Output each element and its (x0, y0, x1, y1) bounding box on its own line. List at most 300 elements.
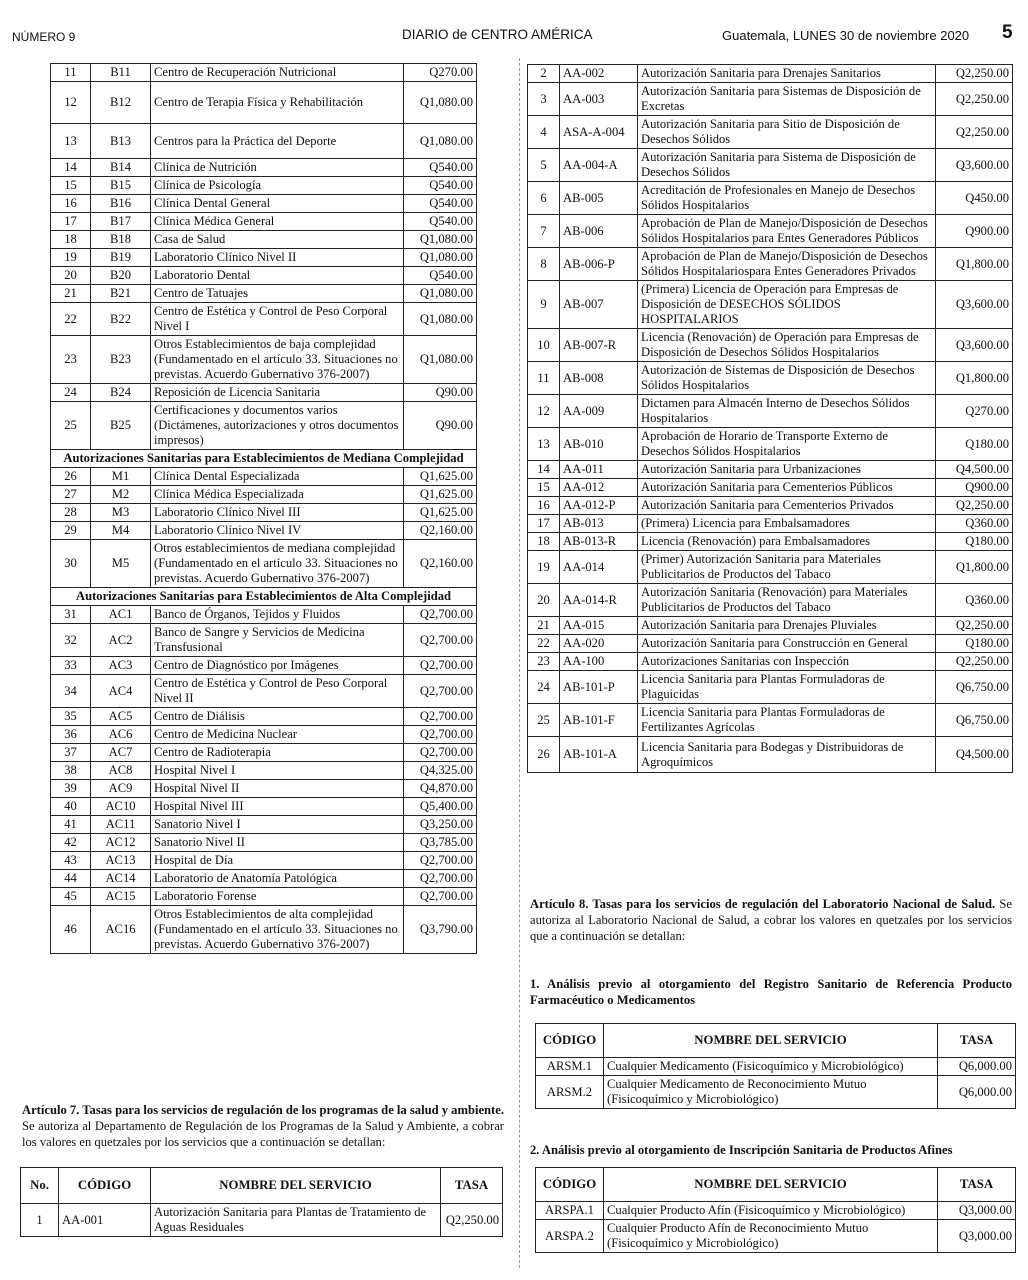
row-code: AB-007-R (560, 329, 638, 362)
row-service: Aprobación de Plan de Manejo/Disposición de Desechos Sólidos Hospitalariospara Entes Generadores Privados (638, 248, 936, 281)
row-code: B16 (91, 195, 151, 213)
row-fee: Q3,600.00 (936, 329, 1013, 362)
row-service: Laboratorio de Anatomía Patológica (151, 870, 404, 888)
row-service: Hospital de Día (151, 852, 404, 870)
table-row (528, 362, 1013, 395)
row-code: AA-004-A (560, 149, 638, 182)
row-service: Acreditación de Profesionales en Manejo de Desechos Sólidos Hospitalarios (638, 182, 936, 215)
row-code: AC7 (91, 744, 151, 762)
row-fee: Q3,790.00 (404, 906, 477, 954)
row-number: 36 (51, 726, 91, 744)
table-row (528, 497, 1013, 515)
row-number: 14 (51, 159, 91, 177)
row-number: 33 (51, 657, 91, 675)
section-heading: Autorizaciones Sanitarias para Establecimientos de Alta Complejidad (51, 588, 477, 606)
issue-number: NÚMERO 9 (12, 30, 76, 44)
row-service: Autorización Sanitaria para Sistema de Disposición de Desechos Sólidos (638, 149, 936, 182)
row-fee: Q2,700.00 (404, 675, 477, 708)
row-fee: Q4,325.00 (404, 762, 477, 780)
row-fee: Q6,750.00 (936, 704, 1013, 737)
section-heading-row (51, 588, 477, 606)
row-fee: Q180.00 (936, 428, 1013, 461)
row-number: 22 (51, 303, 91, 336)
row-fee: Q1,800.00 (936, 362, 1013, 395)
row-code: AC9 (91, 780, 151, 798)
table-row (51, 870, 477, 888)
row-code: B12 (91, 82, 151, 124)
row-number: 26 (51, 468, 91, 486)
row-number: 21 (51, 285, 91, 303)
row-fee: Q2,250.00 (936, 83, 1013, 116)
row-fee: Q180.00 (936, 635, 1013, 653)
row-code: AB-010 (560, 428, 638, 461)
row-fee: Q1,080.00 (404, 249, 477, 267)
row-service: Clínica de Nutrición (151, 159, 404, 177)
row-fee: Q2,700.00 (404, 870, 477, 888)
row-fee: Q3,000.00 (938, 1202, 1016, 1220)
row-code: AA-015 (560, 617, 638, 635)
article-7-body: Se autoriza al Departamento de Regulación de los Programas de la Salud y Ambiente, a cobrar los valores en quetzales por los servicios que a continuación se detallan: (22, 1119, 504, 1149)
row-service: Hospital Nivel II (151, 780, 404, 798)
row-service: Clínica de Psicología (151, 177, 404, 195)
row-code: AB-013-R (560, 533, 638, 551)
row-fee: Q450.00 (936, 182, 1013, 215)
row-fee: Q1,625.00 (404, 468, 477, 486)
row-service: Centro de Medicina Nuclear (151, 726, 404, 744)
row-fee: Q540.00 (404, 195, 477, 213)
row-code: M2 (91, 486, 151, 504)
row-service: Sanatorio Nivel II (151, 834, 404, 852)
table-row (51, 726, 477, 744)
row-code: AA-002 (560, 65, 638, 83)
table-row (528, 83, 1013, 116)
article-8-table-2 (535, 1167, 1016, 1253)
row-code: AC13 (91, 852, 151, 870)
row-number: 16 (528, 497, 560, 515)
table-row (51, 852, 477, 870)
row-fee: Q3,785.00 (404, 834, 477, 852)
row-fee: Q2,160.00 (404, 540, 477, 588)
row-code: M5 (91, 540, 151, 588)
row-fee: Q2,700.00 (404, 888, 477, 906)
row-service: Reposición de Licencia Sanitaria (151, 384, 404, 402)
row-code: ASA-A-004 (560, 116, 638, 149)
row-fee: Q2,700.00 (404, 624, 477, 657)
row-code: AB-101-P (560, 671, 638, 704)
row-service: Certificaciones y documentos varios (Dictámenes, autorizaciones y otros documentos impresos) (151, 402, 404, 450)
row-code: AB-101-A (560, 737, 638, 773)
row-fee: Q540.00 (404, 159, 477, 177)
table-row (51, 657, 477, 675)
table-row (528, 533, 1013, 551)
row-fee: Q2,700.00 (404, 852, 477, 870)
row-service: Laboratorio Clínico Nivel II (151, 249, 404, 267)
header-codigo: CÓDIGO (59, 1168, 151, 1204)
row-number: 22 (528, 635, 560, 653)
table-row (528, 704, 1013, 737)
row-number: 19 (51, 249, 91, 267)
row-fee: Q3,600.00 (936, 281, 1013, 329)
table-row (51, 213, 477, 231)
row-code: M3 (91, 504, 151, 522)
row-fee: Q2,700.00 (404, 657, 477, 675)
row-fee: Q2,250.00 (936, 116, 1013, 149)
row-code: B22 (91, 303, 151, 336)
row-code: AA-020 (560, 635, 638, 653)
row-service: Cualquier Producto Afín (Fisicoquímico y Microbiológico) (604, 1202, 938, 1220)
table-row (51, 675, 477, 708)
row-code: ARSPA.2 (536, 1220, 604, 1253)
row-code: AB-008 (560, 362, 638, 395)
row-number: 13 (51, 124, 91, 159)
row-number: 17 (51, 213, 91, 231)
row-service: Licencia Sanitaria para Bodegas y Distribuidoras de Agroquímicos (638, 737, 936, 773)
row-code: AC2 (91, 624, 151, 657)
row-service: (Primer) Autorización Sanitaria para Materiales Publicitarios de Productos del Tabaco (638, 551, 936, 584)
table-row (51, 303, 477, 336)
table-row (51, 82, 477, 124)
row-service: Clínica Médica Especializada (151, 486, 404, 504)
row-fee: Q1,080.00 (404, 303, 477, 336)
row-code: B23 (91, 336, 151, 384)
row-service: (Primera) Licencia de Operación para Empresas de Disposición de DESECHOS SÓLIDOS HOSPITALARIOS (638, 281, 936, 329)
row-code: AC14 (91, 870, 151, 888)
row-fee: Q2,250.00 (441, 1204, 503, 1237)
table-row (51, 177, 477, 195)
row-fee: Q2,250.00 (936, 617, 1013, 635)
newspaper-title: DIARIO de CENTRO AMÉRICA (402, 27, 593, 42)
row-code: B25 (91, 402, 151, 450)
table-row (51, 744, 477, 762)
row-service: Laboratorio Forense (151, 888, 404, 906)
table-1-header (536, 1024, 1016, 1058)
row-number: 25 (51, 402, 91, 450)
row-service: Autorización Sanitaria para Cementerios Privados (638, 497, 936, 515)
table-row (51, 384, 477, 402)
row-fee: Q1,080.00 (404, 124, 477, 159)
row-code: AA-100 (560, 653, 638, 671)
table-row (528, 653, 1013, 671)
row-service: Centro de Radioterapia (151, 744, 404, 762)
table-row (51, 336, 477, 384)
row-fee: Q2,250.00 (936, 653, 1013, 671)
row-number: 34 (51, 675, 91, 708)
right-fees-table (527, 64, 1013, 773)
row-code: AC10 (91, 798, 151, 816)
header-tasa: TASA (441, 1168, 503, 1204)
row-code: AA-009 (560, 395, 638, 428)
row-code: AA-011 (560, 461, 638, 479)
row-service: Clínica Dental Especializada (151, 468, 404, 486)
row-service: Autorización Sanitaria para Sitio de Disposición de Desechos Sólidos (638, 116, 936, 149)
row-fee: Q900.00 (936, 479, 1013, 497)
row-code: AC8 (91, 762, 151, 780)
row-number: 12 (51, 82, 91, 124)
row-number: 35 (51, 708, 91, 726)
row-code: AC12 (91, 834, 151, 852)
row-service: Licencia (Renovación) para Embalsamadores (638, 533, 936, 551)
header-tasa: TASA (938, 1024, 1016, 1058)
row-service: Aprobación de Horario de Transporte Externo de Desechos Sólidos Hospitalarios (638, 428, 936, 461)
row-number: 8 (528, 248, 560, 281)
right-fees-body (528, 65, 1013, 773)
row-code: B14 (91, 159, 151, 177)
row-service: Cualquier Medicamento (Fisicoquímico y Microbiológico) (604, 1058, 938, 1076)
row-number: 19 (528, 551, 560, 584)
row-number: 18 (51, 231, 91, 249)
row-fee: Q90.00 (404, 384, 477, 402)
table-row (51, 504, 477, 522)
row-fee: Q3,000.00 (938, 1220, 1016, 1253)
row-number: 18 (528, 533, 560, 551)
row-service: Hospital Nivel I (151, 762, 404, 780)
row-service: Otros Establecimientos de alta complejidad (Fundamentado en el artículo 33. Situaciones no previstas. Acuerdo Gubernativo 376-2007) (151, 906, 404, 954)
row-number: 45 (51, 888, 91, 906)
row-fee: Q1,800.00 (936, 551, 1013, 584)
row-code: B20 (91, 267, 151, 285)
table-row (528, 149, 1013, 182)
row-fee: Q1,625.00 (404, 504, 477, 522)
row-code: AB-006-P (560, 248, 638, 281)
row-code: B15 (91, 177, 151, 195)
header-nombre: NOMBRE DEL SERVICIO (151, 1168, 441, 1204)
table-row (528, 281, 1013, 329)
row-service: Clínica Dental General (151, 195, 404, 213)
row-number: 15 (528, 479, 560, 497)
row-fee: Q1,080.00 (404, 285, 477, 303)
row-service: Aprobación de Plan de Manejo/Disposición de Desechos Sólidos Hospitalarios para Entes Generadores Públicos (638, 215, 936, 248)
row-service: Sanatorio Nivel I (151, 816, 404, 834)
row-service: Autorización Sanitaria para Plantas de Tratamiento de Aguas Residuales (151, 1204, 441, 1237)
row-code: AB-005 (560, 182, 638, 215)
row-service: Dictamen para Almacén Interno de Desechos Sólidos Hospitalarios (638, 395, 936, 428)
row-code: AC16 (91, 906, 151, 954)
row-code: AC3 (91, 657, 151, 675)
row-service: Centro de Recuperación Nutricional (151, 64, 404, 82)
table-row (51, 762, 477, 780)
table-row (51, 402, 477, 450)
row-code: B11 (91, 64, 151, 82)
row-number: 39 (51, 780, 91, 798)
row-number: 11 (528, 362, 560, 395)
table-row (536, 1058, 1016, 1076)
row-fee: Q2,700.00 (404, 726, 477, 744)
table-row (528, 65, 1013, 83)
row-fee: Q3,250.00 (404, 816, 477, 834)
row-number: 41 (51, 816, 91, 834)
row-fee: Q1,080.00 (404, 231, 477, 249)
table-row (528, 329, 1013, 362)
row-code: AA-003 (560, 83, 638, 116)
row-number: 38 (51, 762, 91, 780)
header-codigo: CÓDIGO (536, 1024, 604, 1058)
row-service: Licencia Sanitaria para Plantas Formuladoras de Plaguicidas (638, 671, 936, 704)
row-number: 44 (51, 870, 91, 888)
row-number: 6 (528, 182, 560, 215)
row-number: 13 (528, 428, 560, 461)
row-code: B19 (91, 249, 151, 267)
row-fee: Q4,870.00 (404, 780, 477, 798)
row-code: AB-101-F (560, 704, 638, 737)
table-row (528, 215, 1013, 248)
row-fee: Q270.00 (404, 64, 477, 82)
row-service: (Primera) Licencia para Embalsamadores (638, 515, 936, 533)
row-number: 4 (528, 116, 560, 149)
row-fee: Q3,600.00 (936, 149, 1013, 182)
row-number: 7 (528, 215, 560, 248)
page-number: 5 (1002, 22, 1013, 43)
row-service: Banco de Sangre y Servicios de Medicina Transfusional (151, 624, 404, 657)
table-row (51, 624, 477, 657)
table-row (528, 395, 1013, 428)
row-code: AB-006 (560, 215, 638, 248)
table-row (51, 195, 477, 213)
row-number: 31 (51, 606, 91, 624)
row-fee: Q2,160.00 (404, 522, 477, 540)
row-service: Centro de Estética y Control de Peso Corporal Nivel II (151, 675, 404, 708)
row-number: 24 (528, 671, 560, 704)
row-number: 16 (51, 195, 91, 213)
row-number: 9 (528, 281, 560, 329)
table-row (51, 834, 477, 852)
row-fee: Q90.00 (404, 402, 477, 450)
row-service: Centro de Tatuajes (151, 285, 404, 303)
row-service: Casa de Salud (151, 231, 404, 249)
row-fee: Q6,000.00 (938, 1058, 1016, 1076)
article-7-table (20, 1167, 503, 1237)
table-row (51, 606, 477, 624)
row-fee: Q360.00 (936, 515, 1013, 533)
table-row (51, 522, 477, 540)
row-number: 1 (21, 1204, 59, 1237)
row-service: Banco de Órganos, Tejidos y Fluidos (151, 606, 404, 624)
table-row (528, 617, 1013, 635)
row-code: AA-014-R (560, 584, 638, 617)
table-row (528, 584, 1013, 617)
column-divider (519, 58, 520, 1268)
row-service: Autorización Sanitaria para Urbanizaciones (638, 461, 936, 479)
row-fee: Q1,080.00 (404, 336, 477, 384)
table-row (51, 249, 477, 267)
table-row (51, 124, 477, 159)
table-row (51, 159, 477, 177)
row-code: AA-012-P (560, 497, 638, 515)
row-service: Centro de Terapia Física y Rehabilitación (151, 82, 404, 124)
row-number: 27 (51, 486, 91, 504)
table-row (51, 285, 477, 303)
row-service: Autorización Sanitaria (Renovación) para Materiales Publicitarios de Productos del Tabaco (638, 584, 936, 617)
row-number: 42 (51, 834, 91, 852)
row-fee: Q4,500.00 (936, 461, 1013, 479)
table-row (51, 780, 477, 798)
table-row (528, 737, 1013, 773)
table-row (51, 798, 477, 816)
row-code: B17 (91, 213, 151, 231)
row-code: ARSPA.1 (536, 1202, 604, 1220)
row-service: Autorizaciones Sanitarias con Inspección (638, 653, 936, 671)
table-row (536, 1202, 1016, 1220)
row-service: Autorización Sanitaria para Sistemas de Disposición de Excretas (638, 83, 936, 116)
row-service: Otros establecimientos de mediana complejidad (Fundamentado en el artículo 33. Situaciones no previstas. Acuerdo Gubernativo 376-2007) (151, 540, 404, 588)
row-number: 46 (51, 906, 91, 954)
row-number: 15 (51, 177, 91, 195)
row-code: AA-014 (560, 551, 638, 584)
row-code: AC11 (91, 816, 151, 834)
article-7-paragraph (22, 1102, 504, 1150)
row-number: 21 (528, 617, 560, 635)
row-fee: Q6,000.00 (938, 1076, 1016, 1109)
row-fee: Q5,400.00 (404, 798, 477, 816)
article-8-subsection-2: 2. Análisis previo al otorgamiento de Inscripción Sanitaria de Productos Afines (530, 1143, 953, 1157)
row-fee: Q900.00 (936, 215, 1013, 248)
row-code: AA-012 (560, 479, 638, 497)
row-fee: Q2,700.00 (404, 606, 477, 624)
row-code: M4 (91, 522, 151, 540)
row-code: AC5 (91, 708, 151, 726)
row-fee: Q2,250.00 (936, 497, 1013, 515)
table-row (51, 486, 477, 504)
table-row (51, 540, 477, 588)
row-number: 2 (528, 65, 560, 83)
table-row (536, 1076, 1016, 1109)
row-fee: Q6,750.00 (936, 671, 1013, 704)
row-number: 37 (51, 744, 91, 762)
row-fee: Q540.00 (404, 177, 477, 195)
table-row (51, 468, 477, 486)
row-service: Licencia Sanitaria para Plantas Formuladoras de Fertilizantes Agrícolas (638, 704, 936, 737)
row-code: AB-007 (560, 281, 638, 329)
header-nombre: NOMBRE DEL SERVICIO (604, 1024, 938, 1058)
row-code: B18 (91, 231, 151, 249)
table-row (528, 116, 1013, 149)
row-code: AC4 (91, 675, 151, 708)
row-code: AC1 (91, 606, 151, 624)
row-code: B13 (91, 124, 151, 159)
table-row (528, 479, 1013, 497)
article-7-table-header (21, 1168, 503, 1204)
header-codigo: CÓDIGO (536, 1168, 604, 1202)
article-8-subsection-1: 1. Análisis previo al otorgamiento del Registro Sanitario de Referencia Producto Farmacéutico o Medicamentos (530, 977, 1012, 1007)
row-code: M1 (91, 468, 151, 486)
row-number: 11 (51, 64, 91, 82)
table-row (528, 182, 1013, 215)
table-row (528, 428, 1013, 461)
header-nombre: NOMBRE DEL SERVICIO (604, 1168, 938, 1202)
row-fee: Q4,500.00 (936, 737, 1013, 773)
row-service: Laboratorio Clínico Nivel IV (151, 522, 404, 540)
header-no: No. (21, 1168, 59, 1204)
row-service: Centro de Diagnóstico por Imágenes (151, 657, 404, 675)
row-code: AB-013 (560, 515, 638, 533)
row-code: AC15 (91, 888, 151, 906)
row-number: 17 (528, 515, 560, 533)
table-row (528, 515, 1013, 533)
table-row (528, 461, 1013, 479)
row-service: Laboratorio Clínico Nivel III (151, 504, 404, 522)
row-number: 32 (51, 624, 91, 657)
row-service: Hospital Nivel III (151, 798, 404, 816)
row-number: 14 (528, 461, 560, 479)
row-code: B21 (91, 285, 151, 303)
row-number: 28 (51, 504, 91, 522)
row-number: 20 (51, 267, 91, 285)
section-heading: Autorizaciones Sanitarias para Establecimientos de Mediana Complejidad (51, 450, 477, 468)
article-8-body: Se autoriza al Laboratorio Nacional de Salud, a cobrar los valores en quetzales por los servicios que a continuación se detallan: (530, 897, 1012, 943)
article-8-paragraph (530, 896, 1012, 944)
article-8-title: Artículo 8. Tasas para los servicios de regulación del Laboratorio Nacional de Salud. (530, 897, 996, 911)
row-fee: Q2,700.00 (404, 708, 477, 726)
row-number: 10 (528, 329, 560, 362)
